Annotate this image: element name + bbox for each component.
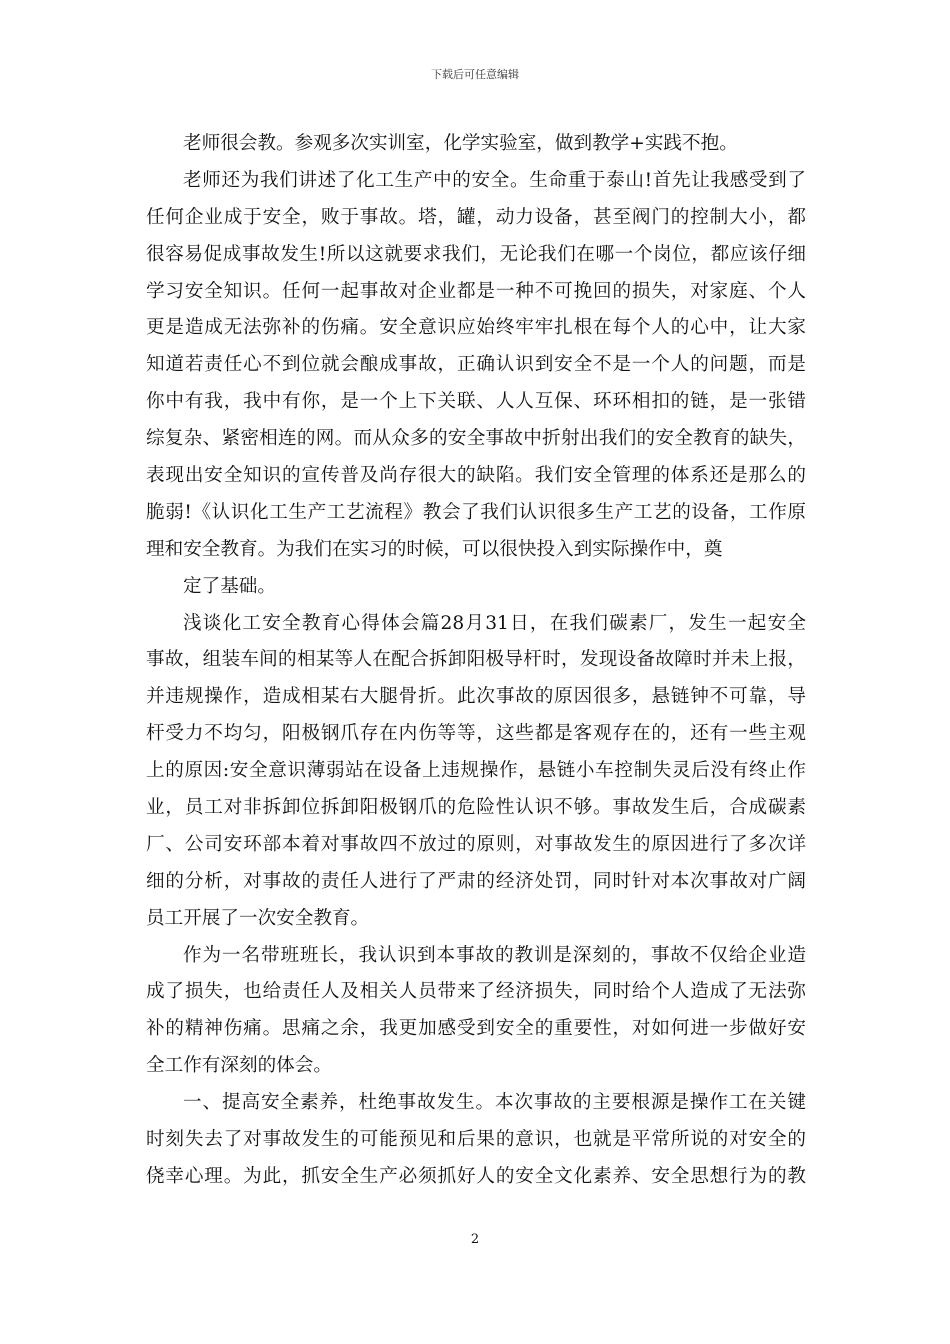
- text-line: 业，员工对非拆卸位拆卸阳极钢爪的危险性认识不够。事故发生后，合成碳素: [146, 797, 806, 819]
- text-line: 学习安全知识。任何一起事故对企业都是一种不可挽回的损失，对家庭、个人: [146, 280, 806, 302]
- text-line: 补的精神伤痛。思痛之余，我更加感受到安全的重要性，对如何进一步做好安: [146, 1018, 806, 1040]
- text-line: 一、提高安全素养，杜绝事故发生。本次事故的主要根源是操作工在关键: [183, 1092, 806, 1114]
- text-line: 事故，组装车间的相某等人在配合拆卸阳极导杆时，发现设备故障时并未上报，: [146, 649, 806, 671]
- text-line: 老师还为我们讲述了化工生产中的安全。生命重于泰山!首先让我感受到了: [183, 169, 806, 191]
- text-line: 细的分析，对事故的责任人进行了严肃的经济处罚，同时针对本次事故对广阔: [146, 870, 806, 892]
- text-line: 并违规操作，造成相某右大腿骨折。此次事故的原因很多，悬链钟不可靠，导: [146, 686, 806, 708]
- page-header: 下载后可任意编辑: [431, 68, 519, 81]
- text-line: 更是造成无法弥补的伤痛。安全意识应始终牢牢扎根在每个人的心中，让大家: [146, 317, 806, 339]
- text-line: 任何企业成于安全，败于事故。塔，罐，动力设备，甚至阀门的控制大小，都: [146, 206, 806, 228]
- text-line: 杆受力不均匀，阳极钢爪存在内伤等等，这些都是客观存在的，还有一些主观: [146, 723, 806, 745]
- text-line: 定了基础。: [183, 575, 276, 597]
- text-line: 脆弱!《认识化工生产工艺流程》教会了我们认识很多生产工艺的设备，工作原: [146, 501, 806, 523]
- text-line: 厂、公司安环部本着对事故四不放过的原则，对事故发生的原因进行了多次详: [146, 833, 806, 855]
- text-line: 很容易促成事故发生!所以这就要求我们，无论我们在哪一个岗位，都应该仔细: [146, 243, 806, 265]
- text-line: 成了损失，也给责任人及相关人员带来了经济损失，同时给个人造成了无法弥: [146, 981, 806, 1003]
- text-line: 全工作有深刻的体会。: [146, 1055, 332, 1077]
- text-line: 上的原因:安全意识薄弱站在设备上违规操作，悬链小车控制失灵后没有终止作: [146, 760, 806, 782]
- text-line: 老师很会教。参观多次实训室，化学实验室，做到教学+实践不抱。: [183, 133, 738, 154]
- text-line: 理和安全教育。为我们在实习的时候，可以很快投入到实际操作中，奠: [146, 538, 723, 560]
- text-line: 侥幸心理。为此，抓安全生产必须抓好人的安全文化素养、安全思想行为的教: [146, 1165, 806, 1187]
- text-line: 综复杂、紧密相连的网。而从众多的安全事故中折射出我们的安全教育的缺失，: [146, 428, 806, 450]
- text-line: 你中有我，我中有你，是一个上下关联、人人互保、环环相扣的链，是一张错: [146, 391, 806, 413]
- text-line: 时刻失去了对事故发生的可能预见和后果的意识，也就是平常所说的对安全的: [146, 1129, 806, 1151]
- document-body: [146, 126, 806, 1196]
- text-line: 员工开展了一次安全教育。: [146, 907, 370, 929]
- text-line: 浅谈化工安全教育心得体会篇28月31日，在我们碳素厂，发生一起安全: [183, 612, 806, 634]
- text-line: 表现出安全知识的宣传普及尚存很大的缺陷。我们安全管理的体系还是那么的: [146, 465, 806, 487]
- text-line: 知道若责任心不到位就会酿成事故，正确认识到安全不是一个人的问题，而是: [146, 354, 806, 376]
- page-number: 2: [470, 1232, 480, 1247]
- text-line: 作为一名带班班长，我认识到本事故的教训是深刻的，事故不仅给企业造: [183, 944, 806, 966]
